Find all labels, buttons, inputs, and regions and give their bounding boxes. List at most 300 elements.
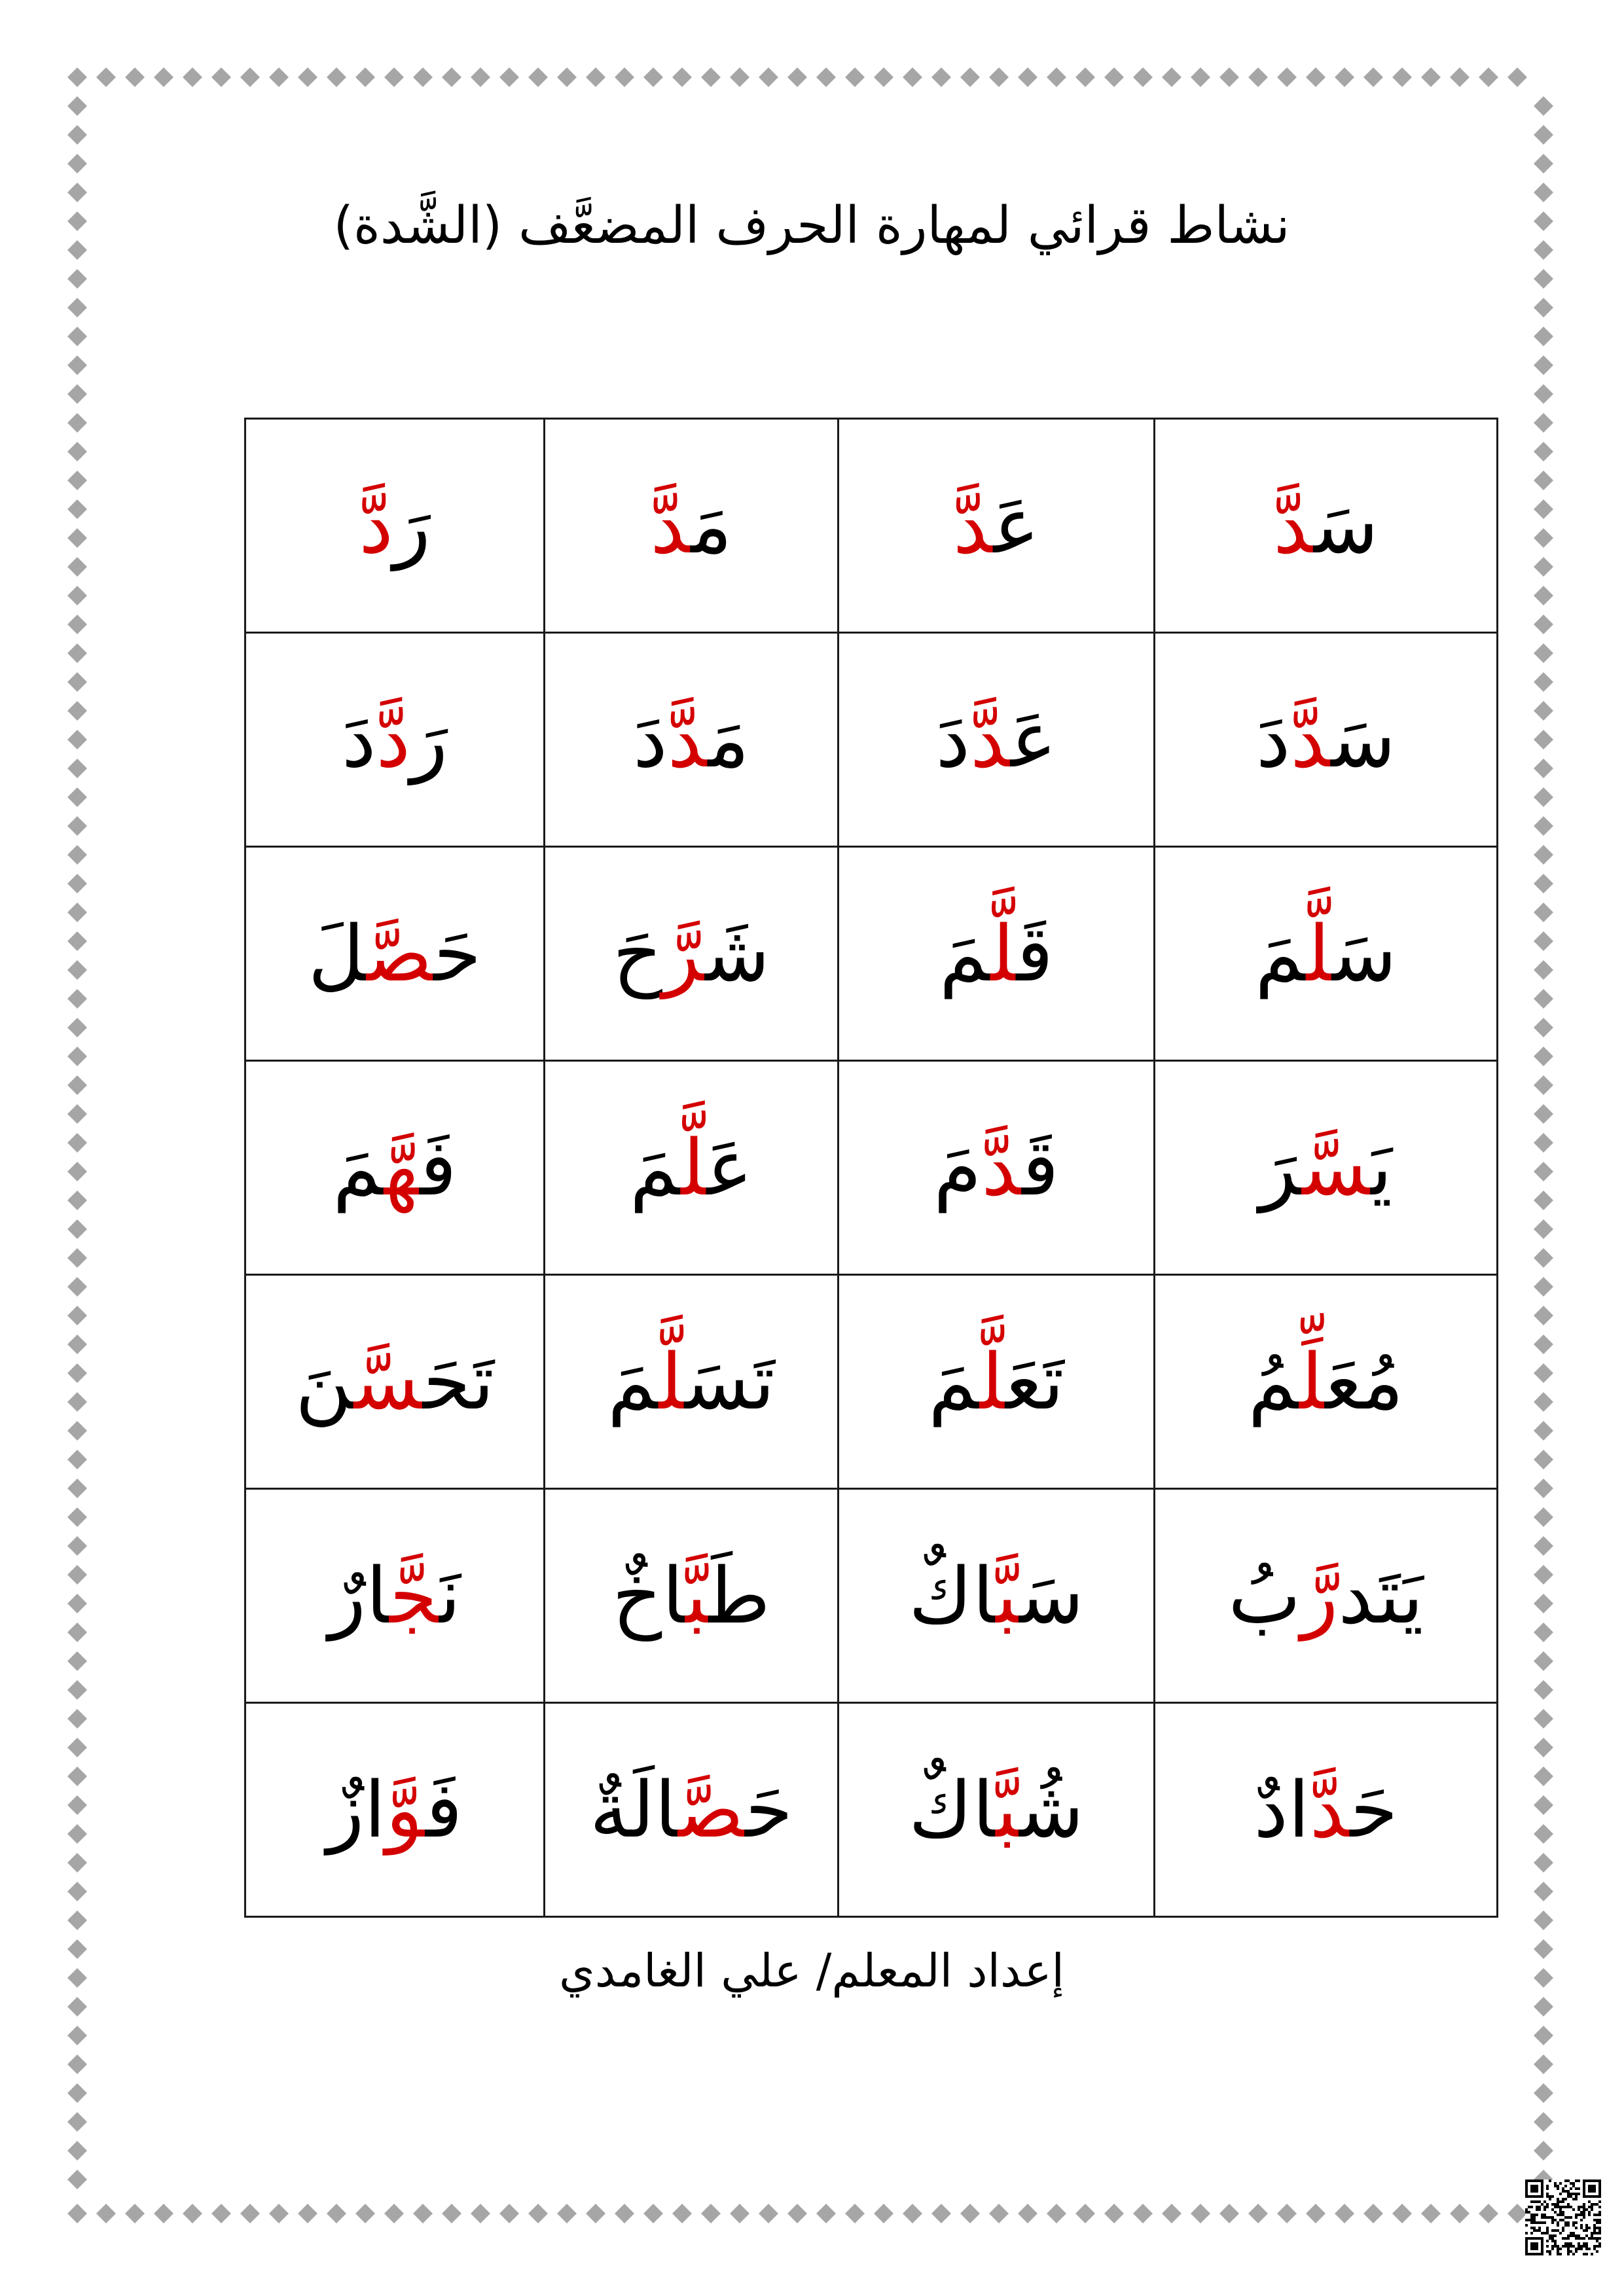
- diamond-shape: [67, 2026, 87, 2045]
- diamond-shape: [989, 67, 1009, 87]
- diamond-shape: [1363, 2204, 1383, 2223]
- word-prefix: عَ: [1011, 694, 1057, 785]
- word-prefix: سَ: [1331, 908, 1397, 999]
- word-prefix: حَ: [745, 1765, 793, 1855]
- diamond-shape: [67, 1335, 87, 1354]
- diamond-shape: [384, 67, 404, 87]
- word-suffix: دَ: [341, 694, 376, 785]
- diamond-shape: [1018, 2204, 1038, 2223]
- diamond-shape: [1534, 643, 1553, 663]
- diamond-shape: [1306, 67, 1326, 87]
- word-cell: [839, 1489, 1155, 1703]
- qr-code-icon: [1525, 2179, 1601, 2255]
- diamond-shape: [1534, 1594, 1553, 1613]
- diamond-shape: [67, 1018, 87, 1037]
- grid-row: [245, 847, 1498, 1061]
- diamond-shape: [1534, 1997, 1553, 2017]
- diamond-shape: [1534, 672, 1553, 692]
- diamond-shape: [67, 1565, 87, 1585]
- diamond-shape: [1162, 2204, 1182, 2223]
- word-cell: [545, 633, 839, 847]
- doubled-letter: وَّ: [386, 1765, 426, 1855]
- diamond-shape: [67, 1507, 87, 1527]
- diamond-shape: [154, 2204, 173, 2223]
- diamond-shape: [67, 1680, 87, 1700]
- diamond-shape: [1534, 298, 1553, 317]
- diamond-shape: [1534, 471, 1553, 490]
- diamond-shape: [471, 67, 490, 87]
- doubled-letter: دَّ: [376, 694, 411, 785]
- diamond-shape: [67, 1536, 87, 1556]
- diamond-shape: [903, 67, 922, 87]
- word-prefix: شُ: [1019, 1765, 1084, 1855]
- word-prefix: نَ: [439, 1551, 461, 1641]
- diamond-shape: [1248, 67, 1268, 87]
- diamond-shape: [298, 2204, 317, 2223]
- diamond-shape: [67, 1882, 87, 1901]
- diamond-shape: [1534, 701, 1553, 721]
- diamond-shape: [1534, 931, 1553, 951]
- word-cell: [1155, 1275, 1498, 1489]
- diamond-shape: [67, 759, 87, 778]
- diamond-shape: [125, 67, 145, 87]
- diamond-shape: [1534, 1047, 1553, 1066]
- word-cell: [1155, 1703, 1498, 1917]
- word-suffix: دَ: [935, 694, 971, 785]
- diamond-shape: [1534, 413, 1553, 433]
- diamond-shape: [1534, 2026, 1553, 2045]
- diamond-shape: [586, 67, 605, 87]
- diamond-shape: [1534, 1277, 1553, 1297]
- diamond-shape: [67, 1623, 87, 1642]
- diamond-shape: [1534, 211, 1553, 231]
- word-cell: [245, 419, 545, 633]
- word-cell: [245, 1703, 545, 1917]
- word-prefix: فَ: [425, 1765, 463, 1855]
- diamond-shape: [1534, 1709, 1553, 1729]
- word-suffix: ازٌ: [327, 1765, 386, 1855]
- diamond-shape: [240, 2204, 260, 2223]
- diamond-shape: [1534, 1392, 1553, 1412]
- diamond-shape: [1507, 67, 1527, 87]
- word-prefix: حَ: [433, 908, 482, 999]
- diamond-shape: [67, 1968, 87, 1988]
- diamond-shape: [67, 1997, 87, 2017]
- diamond-shape: [1018, 67, 1038, 87]
- diamond-shape: [240, 67, 260, 87]
- doubled-letter: لَّ: [979, 1336, 1005, 1427]
- word-prefix: شَ: [705, 908, 770, 999]
- diamond-shape: [67, 1133, 87, 1153]
- word-prefix: سَ: [1331, 694, 1396, 785]
- diamond-shape: [701, 2204, 721, 2223]
- word-suffix: نَ: [295, 1336, 354, 1427]
- diamond-shape: [499, 67, 519, 87]
- diamond-shape: [528, 67, 548, 87]
- diamond-shape: [269, 67, 289, 87]
- word-prefix: مُعَ: [1325, 1336, 1404, 1427]
- word-cell: [839, 1275, 1155, 1489]
- diamond-shape: [1075, 67, 1095, 87]
- diamond-shape: [67, 1421, 87, 1441]
- word-prefix: رَ: [410, 694, 448, 785]
- word-cell: [839, 633, 1155, 847]
- word-suffix: دَ: [633, 694, 668, 785]
- doubled-letter: دَّ: [970, 694, 1011, 785]
- diamond-shape: [67, 211, 87, 231]
- diamond-shape: [1450, 2204, 1470, 2223]
- doubled-letter: دَّ: [359, 480, 393, 571]
- word-prefix: تَحَ: [423, 1336, 495, 1427]
- word-suffix: اكٌ: [909, 1551, 996, 1641]
- diamond-shape: [1534, 874, 1553, 893]
- word-prefix: عَ: [993, 480, 1040, 571]
- diamond-shape: [67, 1075, 87, 1095]
- diamond-shape: [67, 787, 87, 807]
- diamond-shape: [67, 528, 87, 548]
- diamond-shape: [931, 67, 951, 87]
- doubled-letter: صَّ: [677, 1765, 746, 1855]
- diamond-shape: [67, 1104, 87, 1124]
- diamond-shape: [1104, 2204, 1124, 2223]
- diamond-shape: [1534, 1910, 1553, 1930]
- word-suffix: مُ: [1248, 1336, 1300, 1427]
- word-cell: [1155, 847, 1498, 1061]
- diamond-shape: [67, 1191, 87, 1210]
- diamond-shape: [1534, 960, 1553, 980]
- word-suffix: مَ: [928, 1336, 980, 1427]
- doubled-letter: بَّ: [996, 1765, 1019, 1855]
- diamond-shape: [1534, 1075, 1553, 1095]
- diamond-shape: [1277, 2204, 1297, 2223]
- doubled-letter: لَّ: [1306, 908, 1332, 999]
- diamond-shape: [960, 67, 980, 87]
- diamond-shape: [125, 2204, 145, 2223]
- diamond-shape: [1534, 1853, 1553, 1873]
- diamond-shape: [67, 1767, 87, 1786]
- doubled-letter: لِّ: [1299, 1336, 1326, 1427]
- diamond-shape: [1421, 67, 1441, 87]
- diamond-shape: [1479, 2204, 1498, 2223]
- diamond-shape: [1534, 1767, 1553, 1786]
- diamond-shape: [1450, 67, 1470, 87]
- diamond-shape: [701, 67, 721, 87]
- diamond-shape: [1534, 845, 1553, 865]
- diamond-shape: [1534, 1191, 1553, 1210]
- word-prefix: يَتَد: [1338, 1551, 1424, 1641]
- diamond-shape: [154, 67, 173, 87]
- diamond-shape: [615, 2204, 634, 2223]
- word-suffix: دَ: [1255, 694, 1291, 785]
- word-cell: [839, 1703, 1155, 1917]
- diamond-shape: [1534, 1824, 1553, 1844]
- diamond-shape: [1534, 240, 1553, 260]
- diamond-shape: [67, 183, 87, 202]
- diamond-shape: [1534, 1623, 1553, 1642]
- diamond-shape: [67, 2054, 87, 2074]
- word-suffix: مَ: [939, 908, 991, 999]
- diamond-shape: [1421, 2204, 1441, 2223]
- word-suffix: اخٌ: [612, 1551, 686, 1641]
- diamond-shape: [1534, 787, 1553, 807]
- diamond-shape: [1534, 1882, 1553, 1901]
- word-suffix: مَ: [933, 1122, 982, 1213]
- word-suffix: الَةٌ: [589, 1765, 678, 1855]
- diamond-shape: [615, 67, 634, 87]
- diamond-shape: [1534, 816, 1553, 836]
- diamond-shape: [1534, 1651, 1553, 1671]
- diamond-shape: [1534, 1363, 1553, 1383]
- diamond-shape: [67, 845, 87, 865]
- diamond-shape: [1534, 269, 1553, 289]
- diamond-shape: [845, 67, 865, 87]
- diamond-shape: [1248, 2204, 1268, 2223]
- doubled-letter: بَّ: [996, 1551, 1019, 1641]
- diamond-shape: [67, 1047, 87, 1066]
- diamond-shape: [759, 2204, 778, 2223]
- diamond-shape: [67, 442, 87, 461]
- diamond-shape: [96, 67, 116, 87]
- word-prefix: رَ: [393, 480, 431, 571]
- word-suffix: ادٌ: [1254, 1765, 1310, 1855]
- diamond-shape: [67, 1479, 87, 1498]
- diamond-shape: [1479, 67, 1498, 87]
- diamond-shape: [327, 2204, 346, 2223]
- diamond-shape: [903, 2204, 922, 2223]
- diamond-shape: [67, 615, 87, 634]
- diamond-shape: [67, 413, 87, 433]
- diamond-shape: [1075, 2204, 1095, 2223]
- diamond-shape: [1277, 67, 1297, 87]
- diamond-shape: [1534, 183, 1553, 202]
- diamond-shape: [67, 67, 87, 87]
- diamond-shape: [67, 1219, 87, 1239]
- diamond-shape: [211, 2204, 231, 2223]
- diamond-shape: [67, 471, 87, 490]
- diamond-shape: [67, 1248, 87, 1268]
- doubled-letter: هَّ: [384, 1122, 420, 1213]
- word-cell: [545, 1275, 839, 1489]
- diamond-shape: [67, 960, 87, 980]
- diamond-shape: [327, 67, 346, 87]
- diamond-shape: [1133, 67, 1153, 87]
- diamond-shape: [1335, 67, 1354, 87]
- word-prefix: قَ: [1016, 908, 1054, 999]
- word-cell: [245, 633, 545, 847]
- diamond-shape: [787, 2204, 807, 2223]
- diamond-shape: [1534, 442, 1553, 461]
- grid-row: [245, 1275, 1498, 1489]
- diamond-shape: [1534, 1018, 1553, 1037]
- diamond-shape: [1363, 67, 1383, 87]
- word-cell: [245, 1275, 545, 1489]
- diamond-shape: [355, 2204, 375, 2223]
- diamond-shape: [1534, 1450, 1553, 1469]
- word-cell: [245, 1489, 545, 1703]
- diamond-shape: [67, 2170, 87, 2189]
- diamond-shape: [1392, 2204, 1412, 2223]
- diamond-shape: [1534, 1104, 1553, 1124]
- diamond-shape: [1534, 586, 1553, 605]
- diamond-shape: [816, 67, 836, 87]
- diamond-shape: [67, 557, 87, 577]
- diamond-shape: [442, 67, 461, 87]
- diamond-shape: [67, 1738, 87, 1757]
- diamond-shape: [960, 2204, 980, 2223]
- diamond-shape: [1534, 1680, 1553, 1700]
- diamond-shape: [874, 2204, 893, 2223]
- diamond-shape: [1133, 2204, 1153, 2223]
- doubled-letter: بَّ: [685, 1551, 709, 1641]
- doubled-letter: جَّ: [389, 1551, 440, 1641]
- diamond-shape: [989, 2204, 1009, 2223]
- word-cell: [545, 1061, 839, 1275]
- diamond-shape: [1534, 154, 1553, 173]
- diamond-shape: [67, 903, 87, 922]
- diamond-shape: [67, 1824, 87, 1844]
- word-cell: [839, 847, 1155, 1061]
- diamond-shape: [67, 154, 87, 173]
- grid-row: [245, 633, 1498, 847]
- diamond-shape: [442, 2204, 461, 2223]
- diamond-shape: [67, 2083, 87, 2103]
- doubled-letter: لَّ: [990, 908, 1017, 999]
- doubled-letter: دَّ: [667, 694, 708, 785]
- doubled-letter: دَّ: [1273, 480, 1314, 571]
- diamond-shape: [67, 1306, 87, 1325]
- words-grid: [244, 418, 1498, 1918]
- diamond-shape: [67, 499, 87, 519]
- diamond-shape: [67, 96, 87, 116]
- diamond-shape: [67, 1277, 87, 1297]
- author-credit: إعداد المعلم/ علي الغامدي: [559, 1944, 1064, 1998]
- diamond-shape: [1534, 1507, 1553, 1527]
- diamond-shape: [67, 1162, 87, 1181]
- diamond-shape: [730, 67, 749, 87]
- word-cell: [245, 847, 545, 1061]
- diamond-shape: [1534, 355, 1553, 375]
- diamond-shape: [1534, 1162, 1553, 1181]
- diamond-shape: [67, 1939, 87, 1959]
- diamond-shape: [1534, 1133, 1553, 1153]
- diamond-shape: [557, 2204, 577, 2223]
- grid-row: [245, 419, 1498, 633]
- diamond-shape: [211, 67, 231, 87]
- diamond-shape: [67, 240, 87, 260]
- diamond-shape: [1534, 1479, 1553, 1498]
- diamond-shape: [1534, 2112, 1553, 2132]
- diamond-shape: [1047, 2204, 1066, 2223]
- word-cell: [1155, 1489, 1498, 1703]
- doubled-letter: لَّ: [681, 1122, 707, 1213]
- diamond-shape: [874, 67, 893, 87]
- diamond-shape: [67, 125, 87, 145]
- diamond-shape: [269, 2204, 289, 2223]
- diamond-shape: [67, 1709, 87, 1729]
- diamond-shape: [67, 327, 87, 346]
- doubled-letter: سَّ: [1301, 1122, 1371, 1213]
- word-prefix: فَ: [420, 1122, 457, 1213]
- diamond-shape: [787, 67, 807, 87]
- word-cell: [1155, 419, 1498, 633]
- grid-row: [245, 1061, 1498, 1275]
- word-cell: [839, 1061, 1155, 1275]
- diamond-shape: [355, 67, 375, 87]
- diamond-shape: [384, 2204, 404, 2223]
- word-prefix: تَعَ: [1005, 1336, 1064, 1427]
- diamond-shape: [643, 2204, 663, 2223]
- diamond-shape: [1219, 67, 1239, 87]
- diamond-shape: [67, 1392, 87, 1412]
- word-prefix: مَ: [691, 480, 732, 571]
- diamond-shape: [1534, 903, 1553, 922]
- diamond-shape: [1534, 384, 1553, 404]
- word-cell: [545, 1703, 839, 1917]
- diamond-shape: [67, 672, 87, 692]
- diamond-shape: [1534, 2141, 1553, 2161]
- word-prefix: قَ: [1022, 1122, 1059, 1213]
- diamond-shape: [1335, 2204, 1354, 2223]
- diamond-shape: [298, 67, 317, 87]
- diamond-shape: [1534, 1536, 1553, 1556]
- word-prefix: مَ: [708, 694, 749, 785]
- doubled-letter: دَّ: [981, 1122, 1022, 1213]
- diamond-shape: [1534, 1306, 1553, 1325]
- diamond-shape: [1534, 1939, 1553, 1959]
- diamond-shape: [183, 67, 202, 87]
- diamond-shape: [586, 2204, 605, 2223]
- diamond-shape: [1534, 989, 1553, 1009]
- word-suffix: لَ: [308, 908, 367, 999]
- doubled-letter: دَّ: [1290, 694, 1331, 785]
- page-title: نشاط قرائي لمهارة الحرف المضعَّف (الشَّدة): [333, 196, 1290, 255]
- diamond-shape: [413, 2204, 433, 2223]
- diamond-shape: [67, 816, 87, 836]
- doubled-letter: دَّ: [952, 480, 994, 571]
- diamond-shape: [1162, 67, 1182, 87]
- word-suffix: حَ: [612, 908, 663, 999]
- diamond-shape: [499, 2204, 519, 2223]
- diamond-shape: [1534, 615, 1553, 634]
- word-prefix: حَ: [1350, 1765, 1398, 1855]
- diamond-shape: [67, 1450, 87, 1469]
- diamond-shape: [1507, 2204, 1527, 2223]
- diamond-shape: [67, 1594, 87, 1613]
- diamond-shape: [183, 2204, 202, 2223]
- diamond-shape: [845, 2204, 865, 2223]
- diamond-shape: [67, 269, 87, 289]
- diamond-shape: [1104, 67, 1124, 87]
- diamond-shape: [557, 67, 577, 87]
- diamond-shape: [931, 2204, 951, 2223]
- diamond-shape: [1534, 125, 1553, 145]
- diamond-shape: [67, 1795, 87, 1815]
- word-suffix: ارٌ: [329, 1551, 389, 1641]
- doubled-letter: دَّ: [650, 480, 691, 571]
- diamond-shape: [67, 931, 87, 951]
- diamond-shape: [67, 2204, 87, 2223]
- word-suffix: مَ: [1255, 908, 1307, 999]
- diamond-shape: [471, 2204, 490, 2223]
- diamond-shape: [67, 730, 87, 749]
- diamond-shape: [1534, 557, 1553, 577]
- diamond-shape: [96, 2204, 116, 2223]
- word-suffix: مَ: [629, 1122, 681, 1213]
- diamond-shape: [1191, 2204, 1210, 2223]
- word-prefix: سَ: [1314, 480, 1379, 571]
- doubled-letter: سَّ: [353, 1336, 424, 1427]
- diamond-shape: [1534, 2054, 1553, 2074]
